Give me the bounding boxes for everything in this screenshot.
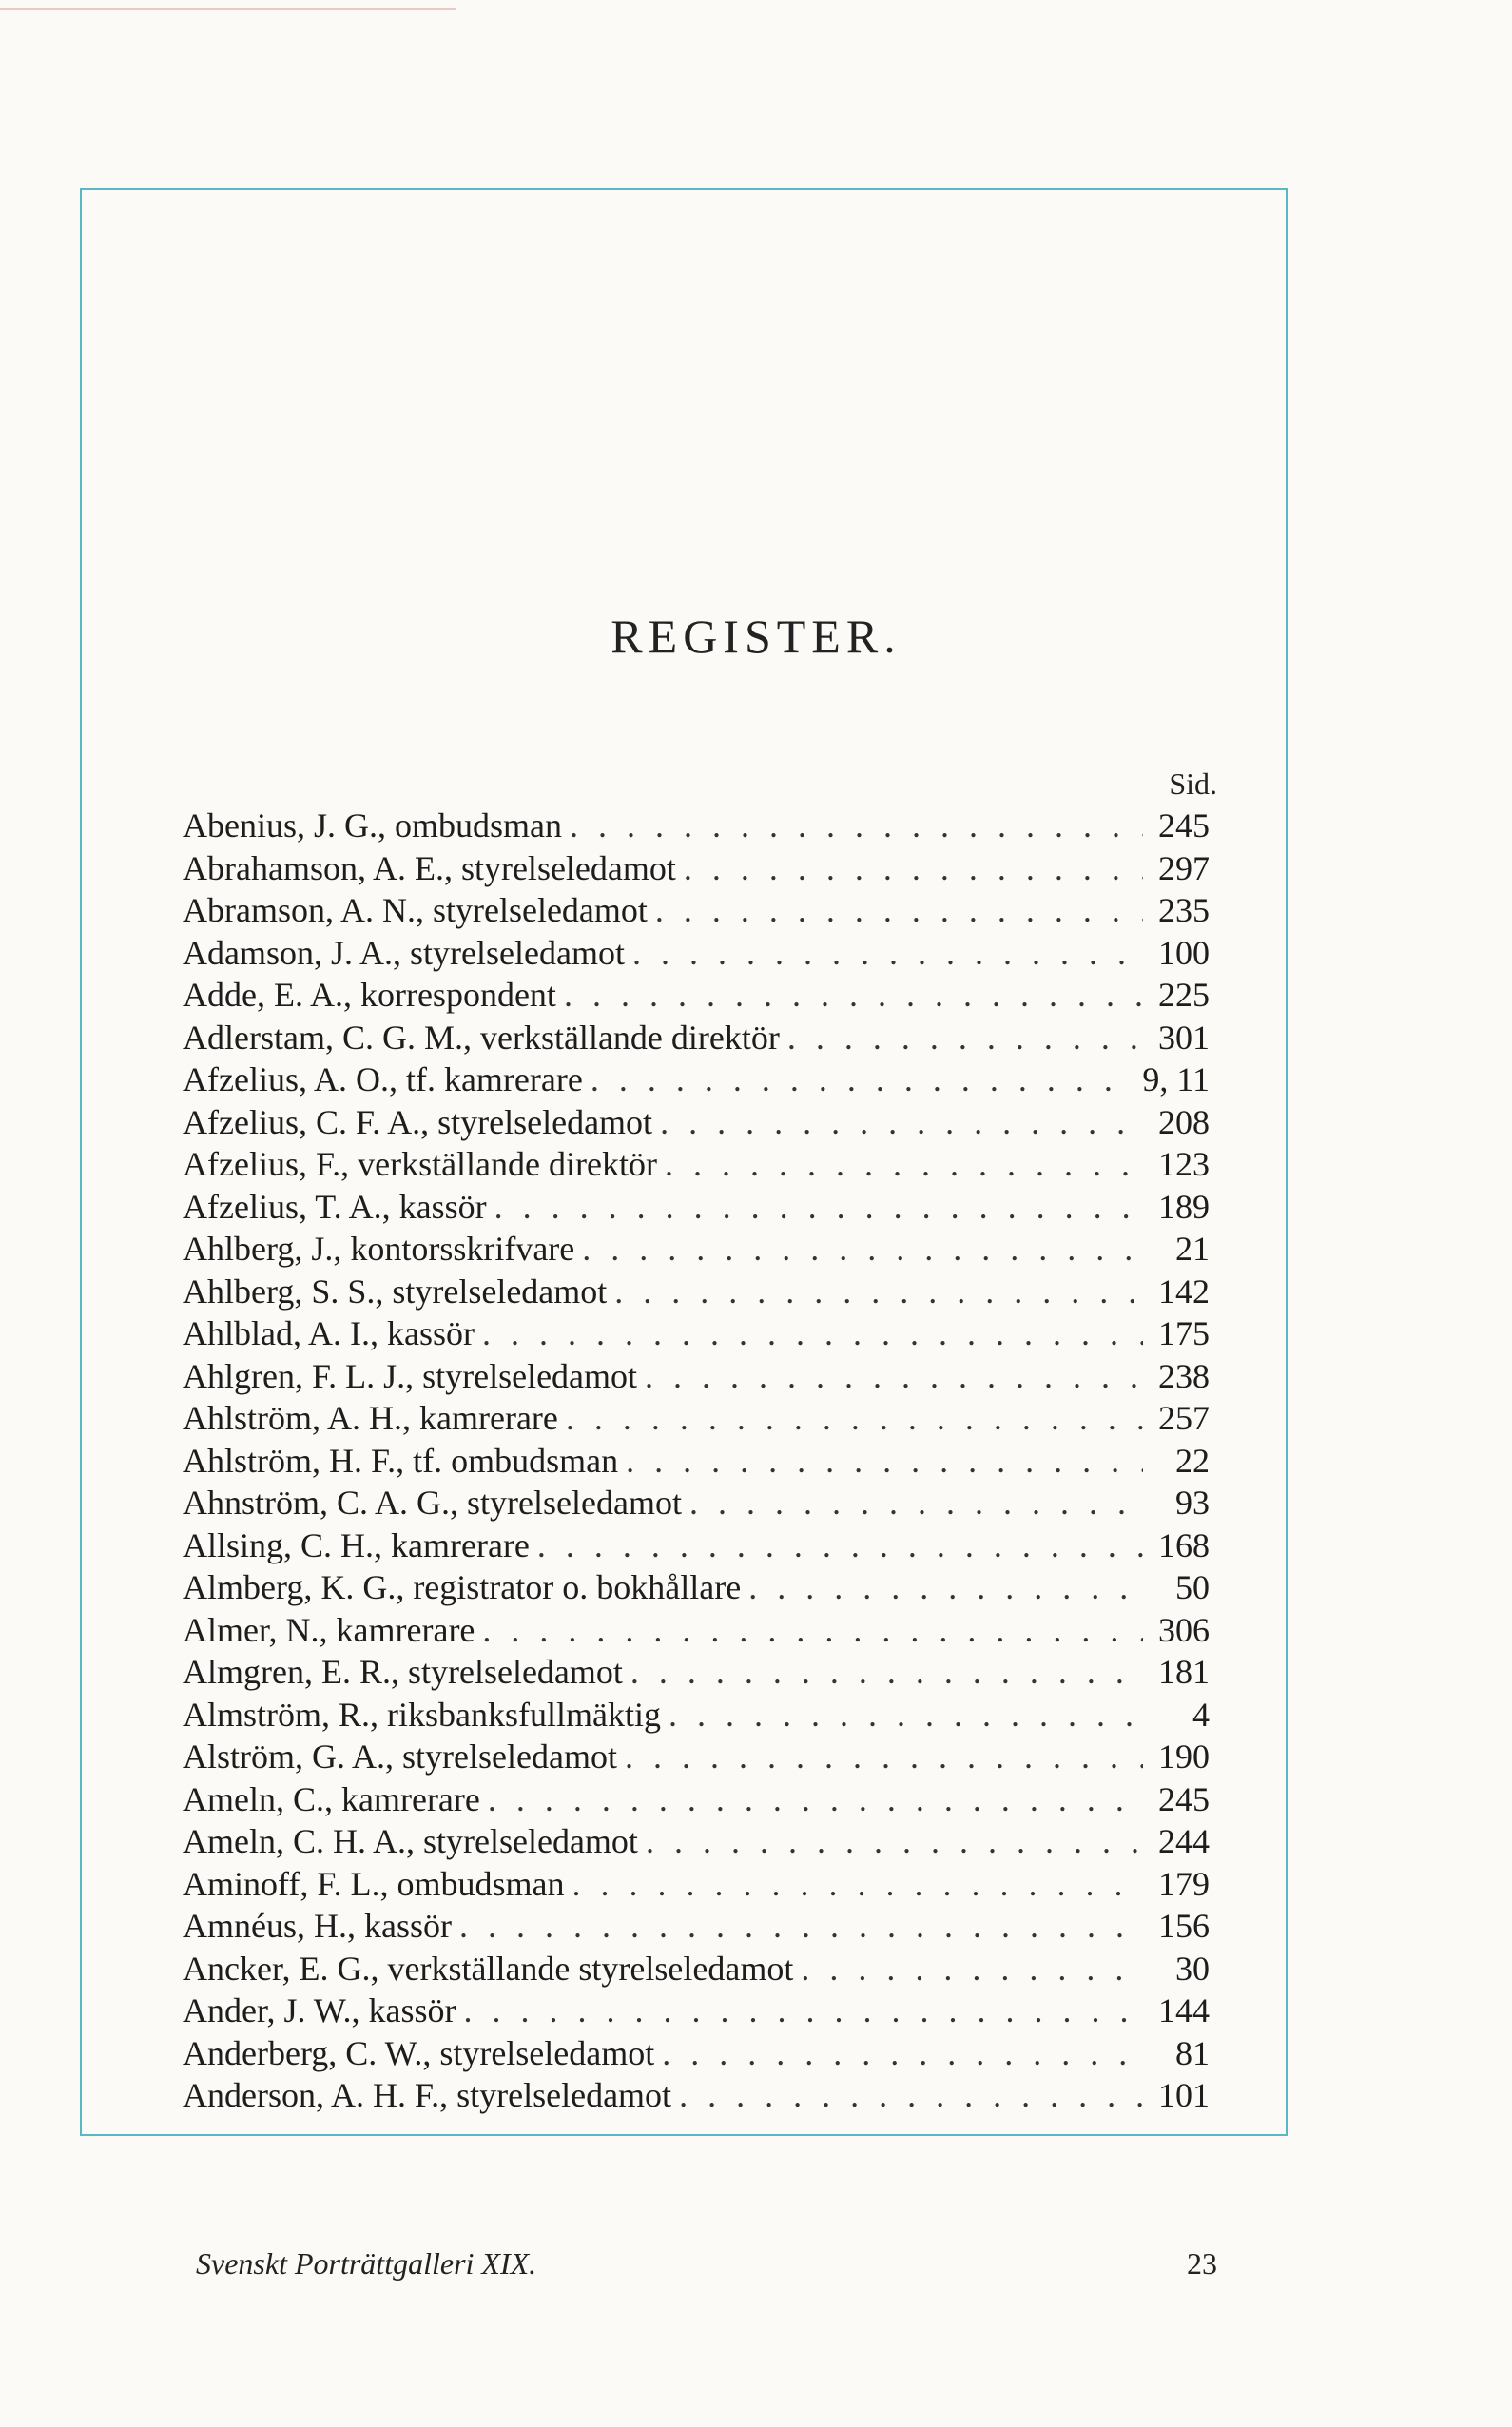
- register-entry: [183, 1143, 1210, 1186]
- entry-page-number: 238: [1158, 1356, 1210, 1395]
- dot-leader: [456, 1990, 1143, 2032]
- entry-name: Afzelius, A. O., tf. kamrerare: [183, 1060, 583, 1098]
- dot-leader: [562, 805, 1143, 847]
- entry-name: Aminoff, F. L., ombudsman: [183, 1864, 565, 1903]
- entry-page-number: 101: [1158, 2076, 1210, 2114]
- entry-page-number: 301: [1158, 1018, 1210, 1057]
- register-entry: [183, 1482, 1210, 1524]
- register-entry: [183, 889, 1210, 932]
- entry-page-number: 168: [1158, 1525, 1210, 1564]
- entry-page-number: 9, 11: [1142, 1060, 1210, 1098]
- register-entry: [183, 1651, 1210, 1694]
- dot-leader: [657, 1143, 1143, 1186]
- register-entry: [183, 1524, 1210, 1567]
- register-entry: [183, 1990, 1210, 2032]
- dot-leader: [564, 1863, 1143, 1906]
- dot-leader: [558, 1397, 1143, 1440]
- entry-name: Adamson, J. A., styrelseledamot: [183, 933, 625, 972]
- entry-name: Afzelius, T. A., kassör: [183, 1187, 487, 1226]
- register-entry: [183, 1228, 1210, 1271]
- dot-leader: [780, 1017, 1143, 1059]
- entry-page-number: 22: [1175, 1441, 1210, 1480]
- entry-name: Ahlberg, J., kontorsskrifvare: [183, 1230, 575, 1268]
- entry-name: Adlerstam, C. G. M., verkställande direktör: [183, 1018, 780, 1057]
- entry-page-number: 257: [1158, 1399, 1210, 1437]
- entry-page-number: 245: [1158, 806, 1210, 845]
- entry-page-number: 179: [1158, 1864, 1210, 1903]
- dot-leader: [741, 1566, 1143, 1609]
- register-entry: [183, 2032, 1210, 2075]
- entry-page-number: 306: [1158, 1610, 1210, 1649]
- entry-name: Ahlberg, S. S., styrelseledamot: [183, 1272, 608, 1311]
- dot-leader: [682, 1482, 1143, 1524]
- entry-name: Ameln, C., kamrerare: [183, 1779, 480, 1818]
- entry-name: Amnéus, H., kassör: [183, 1907, 452, 1945]
- dot-leader: [623, 1651, 1143, 1694]
- register-entry: [183, 1440, 1210, 1483]
- register-entry: [183, 974, 1210, 1017]
- dot-leader: [574, 1228, 1143, 1271]
- dot-leader: [583, 1058, 1133, 1101]
- register-entry: [183, 2074, 1210, 2117]
- entry-page-number: 235: [1158, 891, 1210, 929]
- entry-name: Almberg, K. G., registrator o. bokhållare: [183, 1568, 742, 1606]
- entry-page-number: 142: [1158, 1272, 1210, 1311]
- register-entry: [183, 1820, 1210, 1863]
- register-entry: [183, 1736, 1210, 1778]
- entry-name: Ahlblad, A. I., kassör: [183, 1314, 475, 1352]
- entry-page-number: 144: [1158, 1991, 1210, 2029]
- register-entry: [183, 1058, 1210, 1101]
- register-entry: [183, 1101, 1210, 1144]
- entry-name: Anderson, A. H. F., styrelseledamot: [183, 2076, 672, 2114]
- entry-page-number: 175: [1158, 1314, 1210, 1352]
- entry-name: Ahnström, C. A. G., styrelseledamot: [183, 1484, 682, 1522]
- register-entry: [183, 1397, 1210, 1440]
- entry-page-number: 190: [1158, 1738, 1210, 1776]
- entry-page-number: 244: [1158, 1822, 1210, 1860]
- register-entry: [183, 1863, 1210, 1906]
- entry-name: Ahlgren, F. L. J., styrelseledamot: [183, 1356, 638, 1395]
- entry-name: Ancker, E. G., verkställande styrelseledamot: [183, 1949, 794, 1988]
- dot-leader: [480, 1778, 1143, 1821]
- register-entry: [183, 1017, 1210, 1059]
- register-entry: [183, 1609, 1210, 1652]
- register-entry: [183, 1312, 1210, 1355]
- entry-name: Adde, E. A., korrespondent: [183, 976, 556, 1014]
- register-entry: [183, 805, 1210, 847]
- register-entry: [183, 1778, 1210, 1821]
- entry-name: Anderberg, C. W., styrelseledamot: [183, 2033, 655, 2072]
- footer-publication-title: Svenskt Porträttgalleri XIX.: [196, 2246, 537, 2281]
- entry-name: Ahlström, A. H., kamrerare: [183, 1399, 558, 1437]
- entry-page-number: 93: [1175, 1484, 1210, 1522]
- dot-leader: [475, 1609, 1143, 1652]
- entry-name: Ameln, C. H. A., styrelseledamot: [183, 1822, 638, 1860]
- entry-name: Almström, R., riksbanksfullmäktig: [183, 1695, 661, 1734]
- entry-name: Ander, J. W., kassör: [183, 1991, 456, 2029]
- dot-leader: [452, 1905, 1143, 1948]
- dot-leader: [607, 1271, 1143, 1313]
- page-title: REGISTER.: [611, 610, 901, 663]
- entry-page-number: 50: [1175, 1568, 1210, 1606]
- register-list: [183, 805, 1210, 2117]
- register-entry: [183, 1355, 1210, 1398]
- entry-page-number: 156: [1158, 1907, 1210, 1945]
- register-entry: [183, 932, 1210, 975]
- entry-name: Abramson, A. N., styrelseledamot: [183, 891, 648, 929]
- dot-leader: [648, 889, 1143, 932]
- dot-leader: [618, 1440, 1143, 1483]
- entry-name: Ahlström, H. F., tf. ombudsman: [183, 1441, 619, 1480]
- dot-leader: [652, 1101, 1143, 1144]
- entry-page-number: 100: [1158, 933, 1210, 972]
- entry-name: Afzelius, C. F. A., styrelseledamot: [183, 1102, 653, 1141]
- entry-page-number: 225: [1158, 976, 1210, 1014]
- entry-page-number: 81: [1175, 2033, 1210, 2072]
- register-entry: [183, 1271, 1210, 1313]
- footer-page-number: 23: [1187, 2246, 1217, 2281]
- entry-name: Allsing, C. H., kamrerare: [183, 1525, 530, 1564]
- entry-page-number: 30: [1175, 1949, 1210, 1988]
- dot-leader: [625, 932, 1143, 975]
- entry-page-number: 208: [1158, 1102, 1210, 1141]
- dot-leader: [556, 974, 1143, 1017]
- entry-page-number: 4: [1192, 1695, 1210, 1734]
- dot-leader: [671, 2074, 1143, 2117]
- entry-page-number: 245: [1158, 1779, 1210, 1818]
- page-column-header: Sid.: [1169, 767, 1217, 801]
- entry-page-number: 297: [1158, 848, 1210, 887]
- dot-leader: [475, 1312, 1143, 1355]
- dot-leader: [637, 1355, 1143, 1398]
- entry-name: Alström, G. A., styrelseledamot: [183, 1738, 617, 1776]
- register-entry: [183, 1566, 1210, 1609]
- entry-name: Almer, N., kamrerare: [183, 1610, 475, 1649]
- register-entry: [183, 847, 1210, 890]
- entry-page-number: 21: [1175, 1230, 1210, 1268]
- entry-name: Almgren, E. R., styrelseledamot: [183, 1653, 623, 1691]
- entry-page-number: 123: [1158, 1145, 1210, 1183]
- register-entry: [183, 1694, 1210, 1737]
- dot-leader: [661, 1694, 1143, 1737]
- dot-leader: [530, 1524, 1143, 1567]
- dot-leader: [676, 847, 1143, 890]
- dot-leader: [487, 1186, 1143, 1229]
- register-entry: [183, 1905, 1210, 1948]
- entry-name: Afzelius, F., verkställande direktör: [183, 1145, 657, 1183]
- top-edge-rule: [0, 8, 456, 10]
- dot-leader: [793, 1948, 1143, 1990]
- dot-leader: [654, 2032, 1143, 2075]
- dot-leader: [638, 1820, 1143, 1863]
- entry-name: Abrahamson, A. E., styrelseledamot: [183, 848, 676, 887]
- entry-page-number: 189: [1158, 1187, 1210, 1226]
- dot-leader: [617, 1736, 1143, 1778]
- register-entry: [183, 1948, 1210, 1990]
- entry-name: Abenius, J. G., ombudsman: [183, 806, 562, 845]
- register-entry: [183, 1186, 1210, 1229]
- entry-page-number: 181: [1158, 1653, 1210, 1691]
